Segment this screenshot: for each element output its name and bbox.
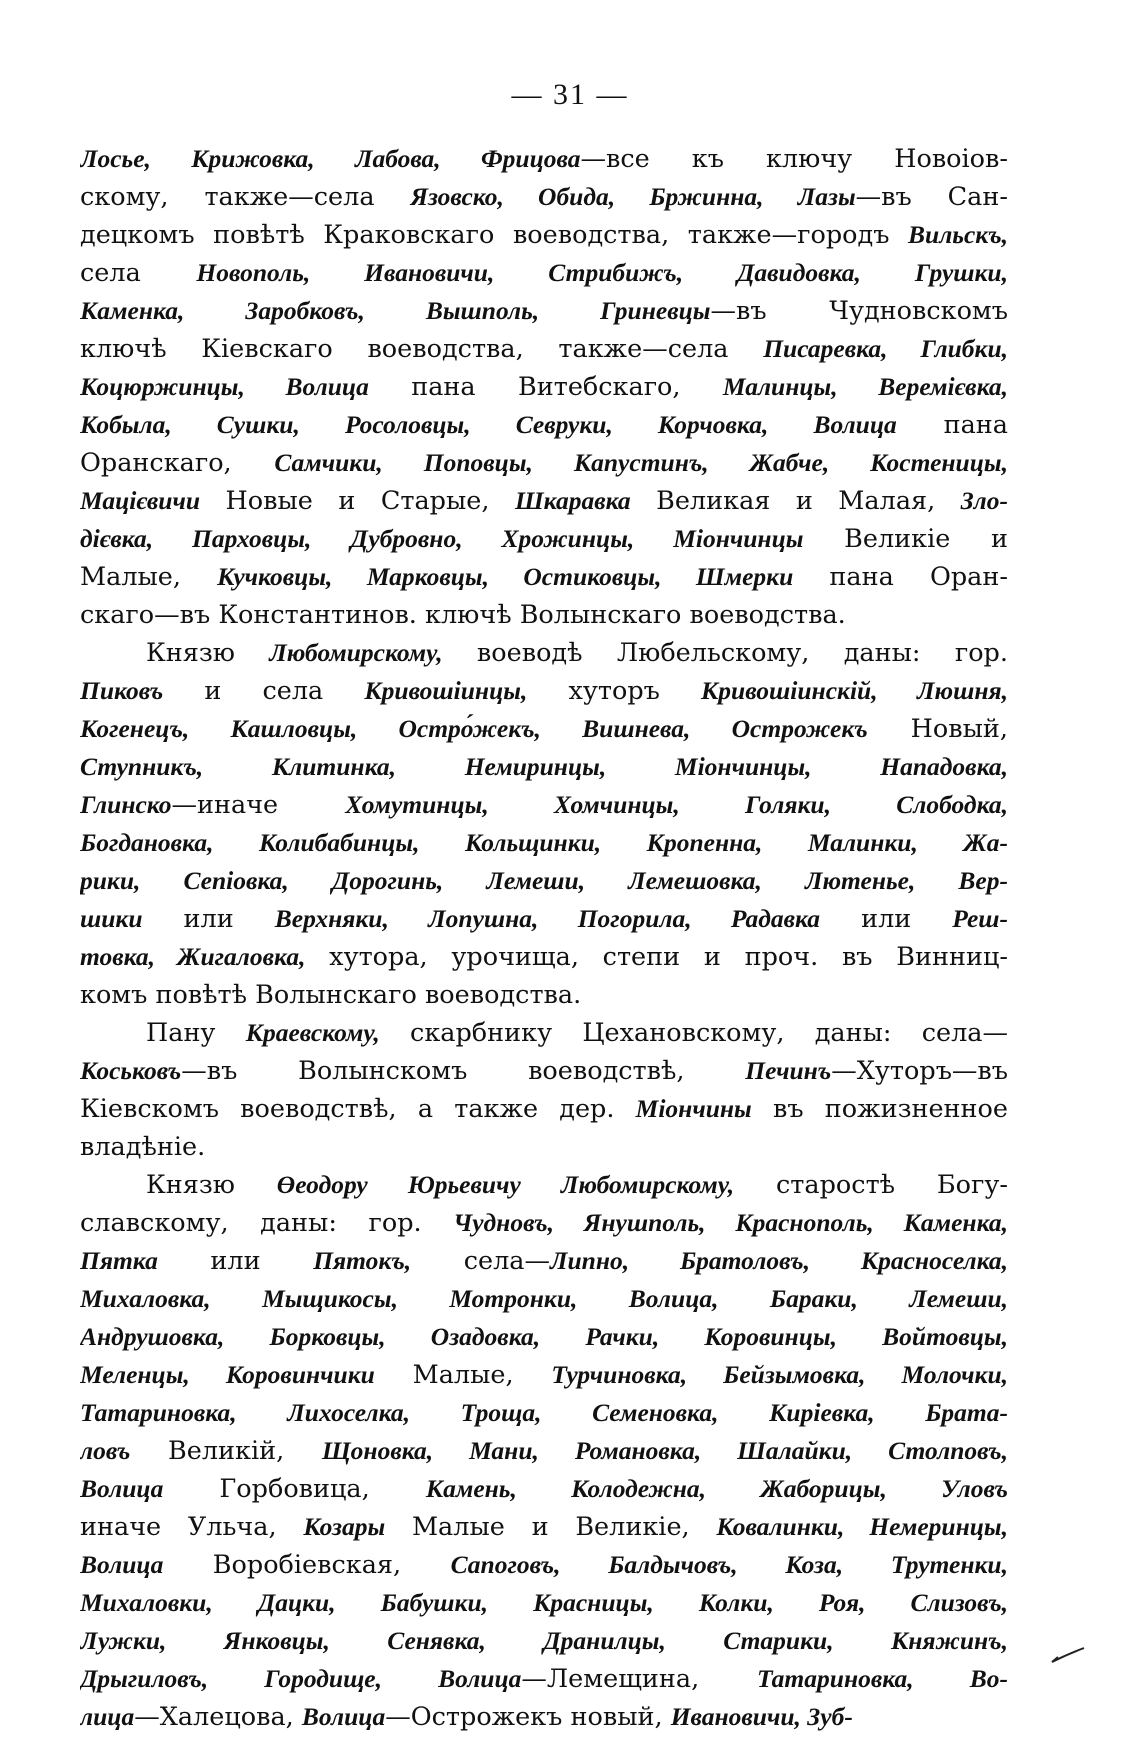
- italic-name: Ковалинки, Немеринцы,: [716, 1512, 1008, 1541]
- italic-name: Богдановка, Колибабинцы, Кольщинки, Кропенна, Малинки, Жа-: [80, 828, 1008, 857]
- italic-name: Кривошіинцы,: [364, 676, 528, 705]
- text-run: хуторъ: [527, 676, 701, 706]
- text-run: скаго—въ Константинов. ключѣ Волынскаго воеводства.: [80, 600, 846, 630]
- italic-name: Меленцы, Коровинчики: [80, 1360, 375, 1389]
- text-run: Малые и Великіе,: [385, 1512, 717, 1542]
- text-run: Новый,: [867, 714, 1008, 744]
- italic-name: Мацієвичи: [80, 486, 201, 515]
- text-run: пана Витебскаго,: [368, 372, 723, 402]
- italic-name: Реш-: [952, 904, 1008, 933]
- text-line: [80, 938, 1008, 976]
- text-run: комъ повѣтѣ Волынскаго воеводства.: [80, 980, 582, 1010]
- text-line: [80, 1052, 1008, 1090]
- text-line: [80, 1546, 1008, 1584]
- body-text: [80, 140, 1008, 1736]
- text-line: [80, 824, 1008, 862]
- italic-name: Өеодору Юрьевичу Любомирскому,: [276, 1170, 735, 1199]
- text-run: или: [157, 1246, 314, 1276]
- text-run: хутора, урочища, степи и проч. въ Винниц-: [305, 942, 1008, 972]
- italic-name: Вильскъ,: [908, 220, 1008, 249]
- text-run: —въ Волынскомъ воеводствѣ,: [181, 1056, 746, 1086]
- text-line: [80, 710, 1008, 748]
- text-line: [80, 1698, 1008, 1736]
- text-run: владѣніе.: [80, 1132, 206, 1162]
- text-run: скарбнику Цехановскому, даны: села—: [379, 1018, 1008, 1048]
- italic-name: Волица: [301, 1702, 386, 1731]
- text-run: воеводѣ Любельскому, даны: гор.: [442, 638, 1008, 668]
- italic-name: дієвка, Парховцы, Дубровно, Хрожинцы, Міончинцы: [80, 524, 804, 553]
- text-line: [80, 178, 1008, 216]
- text-line: [80, 1242, 1008, 1280]
- text-run: Князю: [146, 638, 270, 668]
- text-line: [80, 140, 1008, 178]
- text-run: —Острожекъ новый,: [385, 1702, 671, 1732]
- text-line: [80, 368, 1008, 406]
- italic-name: Каменка, Заробковъ, Вышполь, Гриневцы: [80, 296, 711, 325]
- italic-name: лица: [80, 1702, 135, 1731]
- text-run: Князю: [146, 1170, 277, 1200]
- italic-name: Любомирскому,: [269, 638, 443, 667]
- italic-name: Лужки, Янковцы, Сенявка, Дранилцы, Старики, Княжинъ,: [80, 1626, 1008, 1655]
- italic-name: Зло-: [960, 486, 1008, 515]
- italic-name: шики: [80, 904, 143, 933]
- italic-name: Пиковъ: [80, 676, 164, 705]
- italic-name: Печинъ: [745, 1056, 832, 1085]
- text-run: —въ Сан-: [855, 182, 1008, 212]
- italic-name: Глинско: [80, 790, 172, 819]
- italic-name: Язовско, Обида, Бржинна, Лазы: [410, 182, 856, 211]
- text-line: [80, 1432, 1008, 1470]
- text-run: Малые,: [80, 562, 218, 592]
- italic-name: Писаревка, Глибки,: [763, 334, 1008, 363]
- text-run: Кіевскомъ воеводствѣ, а также дер.: [80, 1094, 636, 1124]
- page-number: — 31 —: [511, 78, 629, 111]
- text-line: [80, 786, 1008, 824]
- text-run: Великіе и: [803, 524, 1008, 554]
- text-run: села: [80, 258, 197, 288]
- text-run: села—: [411, 1246, 550, 1276]
- italic-name: Коцюржинцы, Волица: [80, 372, 369, 401]
- text-run: —иначе: [171, 790, 346, 820]
- text-run: —Хуторъ—въ: [831, 1056, 1008, 1086]
- italic-name: Чудновъ, Янушполь, Краснополь, Каменка,: [453, 1208, 1008, 1237]
- italic-name: Хомутинцы, Хомчинцы, Голяки, Слободка,: [345, 790, 1008, 819]
- text-line: [80, 1204, 1008, 1242]
- italic-name: Турчиновка, Бейзымовка, Молочки,: [551, 1360, 1008, 1389]
- text-run: скому, также—села: [80, 182, 411, 212]
- italic-name: Новополь, Ивановичи, Стрибижъ, Давидовка, Грушки,: [196, 258, 1008, 287]
- text-run: —въ Чудновскомъ: [710, 296, 1008, 326]
- text-run: старостѣ Богу-: [734, 1170, 1008, 1200]
- text-line: [80, 1318, 1008, 1356]
- italic-name: Михаловки, Дацки, Бабушки, Красницы, Колки, Роя, Слизовъ,: [80, 1588, 1008, 1617]
- italic-name: Липно, Братоловъ, Красноселка,: [550, 1246, 1008, 1275]
- text-run: Новые и Старые,: [200, 486, 515, 516]
- italic-name: Шкаравка: [514, 486, 631, 515]
- text-line: [80, 634, 1008, 672]
- text-line: [80, 1280, 1008, 1318]
- text-line: [80, 1394, 1008, 1432]
- italic-name: ловъ: [80, 1436, 131, 1465]
- italic-name: рики, Сепіовка, Дорогинь, Лемеши, Лемешовка, Лютенье, Вер-: [80, 866, 1008, 895]
- italic-name: Козары: [303, 1512, 386, 1541]
- text-line: [80, 1014, 1008, 1052]
- text-line: [80, 862, 1008, 900]
- italic-name: Татариновка, Лихоселка, Трощa, Семеновка, Киріевка, Брата-: [80, 1398, 1008, 1427]
- italic-name: Волица: [80, 1474, 164, 1503]
- italic-name: Щоновка, Мани, Романовка, Шалайки, Столповъ,: [321, 1436, 1008, 1465]
- text-run: или: [142, 904, 275, 934]
- italic-name: Волица: [80, 1550, 164, 1579]
- italic-name: Краевскому,: [245, 1018, 380, 1047]
- text-line: [80, 216, 1008, 254]
- text-run: иначе Ульча,: [80, 1512, 304, 1542]
- text-line: [80, 596, 1008, 634]
- text-line: [80, 1166, 1008, 1204]
- text-run: славскому, даны: гор.: [80, 1208, 454, 1238]
- text-line: [80, 292, 1008, 330]
- text-run: Воробіевская,: [163, 1550, 451, 1580]
- text-line: [80, 748, 1008, 786]
- text-run: —Халецова,: [134, 1702, 302, 1732]
- text-run: или: [820, 904, 953, 934]
- text-line: [80, 1128, 1008, 1166]
- italic-name: Андрушовка, Борковцы, Озадовка, Рачки, Коровинцы, Войтовцы,: [80, 1322, 1008, 1351]
- text-run: Пану: [146, 1018, 246, 1048]
- text-line: [80, 672, 1008, 710]
- italic-name: Лосье, Крижовка, Лабова, Фрицова: [80, 144, 581, 173]
- text-run: Горбовица,: [163, 1474, 426, 1504]
- text-line: [80, 254, 1008, 292]
- text-run: —Лемещина,: [521, 1664, 758, 1694]
- italic-name: Пятка: [80, 1246, 158, 1275]
- italic-name: Самчики, Поповцы, Капустинъ, Жабче, Костеницы,: [274, 448, 1008, 477]
- text-run: Малые,: [374, 1360, 552, 1390]
- italic-name: Михаловка, Мыщикосы, Мотронки, Волица, Бараки, Лемеши,: [80, 1284, 1008, 1313]
- text-line: [80, 558, 1008, 596]
- text-run: пана: [896, 410, 1008, 440]
- text-line: [80, 900, 1008, 938]
- text-run: въ пожизненное: [751, 1094, 1008, 1124]
- text-line: [80, 1356, 1008, 1394]
- text-line: [80, 1660, 1008, 1698]
- text-run: —все къ ключу Новоіов-: [580, 144, 1008, 174]
- italic-name: товка, Жигаловка,: [80, 942, 306, 971]
- italic-name: Пятокъ,: [313, 1246, 412, 1275]
- text-line: [80, 1584, 1008, 1622]
- italic-name: Верхняки, Лопушна, Погорила, Радавка: [274, 904, 821, 933]
- text-line: [80, 330, 1008, 368]
- italic-name: Сапоговъ, Балдычовъ, Коза, Трутенки,: [450, 1550, 1008, 1579]
- text-run: Великая и Малая,: [630, 486, 961, 516]
- italic-name: Кобыла, Сушки, Росоловцы, Севруки, Корчовка, Волица: [80, 410, 897, 439]
- text-line: [80, 406, 1008, 444]
- italic-name: Кривошіинскій, Люшня,: [701, 676, 1008, 705]
- italic-name: Дрыгиловъ, Городище, Волица: [80, 1664, 522, 1693]
- italic-name: Ивановичи, Зуб-: [670, 1702, 853, 1731]
- pencil-mark: [1050, 1646, 1086, 1664]
- text-run: Великій,: [130, 1436, 322, 1466]
- text-run: децкомъ повѣтѣ Краковскаго воеводства, также—городъ: [80, 220, 909, 250]
- text-run: ключѣ Кіевскаго воеводства, также—села: [80, 334, 764, 364]
- italic-name: Когенецъ, Кашловцы, Остро́жекъ, Вишнева, Острожекъ: [80, 714, 868, 743]
- text-run: пана Оран-: [793, 562, 1008, 592]
- italic-name: Коськовъ: [80, 1056, 182, 1085]
- text-line: [80, 444, 1008, 482]
- italic-name: Міончины: [635, 1094, 752, 1123]
- italic-name: Ступникъ, Клитинка, Немиринцы, Міончинцы, Нападовка,: [80, 752, 1008, 781]
- text-line: [80, 976, 1008, 1014]
- text-line: [80, 520, 1008, 558]
- italic-name: Малинцы, Веремієвка,: [722, 372, 1008, 401]
- text-line: [80, 1508, 1008, 1546]
- text-line: [80, 482, 1008, 520]
- text-run: и села: [163, 676, 365, 706]
- text-line: [80, 1090, 1008, 1128]
- italic-name: Татариновка, Во-: [757, 1664, 1008, 1693]
- text-line: [80, 1470, 1008, 1508]
- italic-name: Кучковцы, Марковцы, Остиковцы, Шмерки: [217, 562, 794, 591]
- text-run: Оранскаго,: [80, 448, 275, 478]
- text-line: [80, 1622, 1008, 1660]
- italic-name: Камень, Колодежна, Жаборицы, Уловъ: [425, 1474, 1008, 1503]
